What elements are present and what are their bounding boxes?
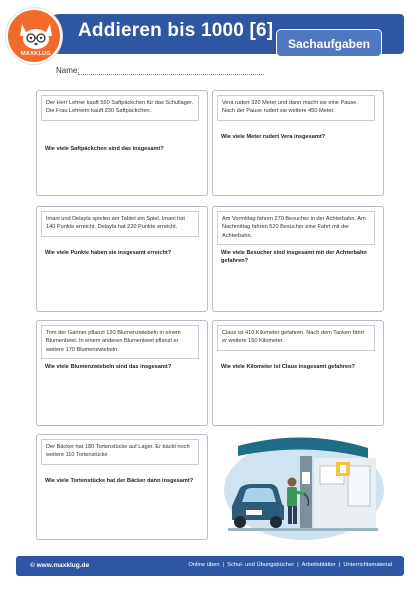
footer-separator: | bbox=[297, 562, 299, 568]
task-card-6 bbox=[212, 320, 384, 426]
task-question: Wie viele Saftpäckchen sind das insgesamt? bbox=[45, 146, 164, 152]
category-badge: Sachaufgaben bbox=[276, 29, 382, 57]
page-title: Addieren bis 1000 [6] bbox=[78, 20, 274, 41]
footer bbox=[16, 556, 404, 576]
footer-site-link[interactable]: © www.maxklug.de bbox=[30, 562, 90, 569]
task-card-7 bbox=[36, 434, 208, 540]
logo-text: MAXKLUG bbox=[21, 51, 51, 57]
task-text: Der Bäcker hat 180 Tortenstücke auf Lager. Er bäckt noch weitere 110 Tortenstücke bbox=[41, 439, 199, 465]
task-text: Der Herr Lehrer kauft 560 Saftpäckchen für das Schullager. Die Frau Lehrerin kauft 230 Saftpäckchen. bbox=[41, 95, 199, 121]
name-input-line[interactable] bbox=[78, 74, 264, 75]
task-question: Wie viele Blumenzwiebeln sind das insgesamt? bbox=[45, 364, 172, 370]
gas-station-illustration-icon bbox=[218, 432, 388, 544]
task-card-5 bbox=[36, 320, 208, 426]
task-text: Tom der Gärtner pflanzt 120 Blumenzwiebeln in einem Blumenbeet. In einem anderen Blumenbeet pflanzt er weitere 170 Blumenzwiebeln. bbox=[41, 325, 199, 359]
footer-separator: | bbox=[338, 562, 341, 568]
task-card-3 bbox=[36, 206, 208, 312]
header bbox=[0, 8, 420, 57]
footer-link-material[interactable]: Unterrichtsmaterial bbox=[343, 562, 392, 568]
task-card-1 bbox=[36, 90, 208, 196]
task-text: Am Vormittag fahren 270 Besucher in der Achterbahn. Am Nachmittag fahren 520 Besucher eine Fahrt mit der Achterbahn. bbox=[217, 211, 375, 245]
task-text: Claus ist 410 Kilometer gefahren. Nach dem Tanken fährt er weitere 150 Kilometer. bbox=[217, 325, 375, 351]
maxklug-fox-logo-icon bbox=[6, 8, 62, 64]
footer-link-worksheets[interactable]: Arbeitsblätter bbox=[301, 562, 336, 568]
task-question: Wie viele Kilometer ist Claus insgesamt gefahren? bbox=[221, 364, 355, 370]
task-question: Wie viele Tortenstücke hat der Bäcker dann insgesamt? bbox=[45, 478, 194, 484]
task-card-2 bbox=[212, 90, 384, 196]
footer-link-books[interactable]: Schul- und Übungsbücher bbox=[227, 562, 295, 568]
footer-links bbox=[188, 562, 392, 568]
name-label: Name: bbox=[56, 66, 80, 75]
task-question: Wie viele Besucher sind insgesamt mit der Achterbahn gefahren? bbox=[221, 250, 367, 265]
task-question: Wie viele Punkte haben sie insgesamt erreicht? bbox=[45, 250, 172, 256]
footer-link-online[interactable]: Online üben bbox=[188, 562, 220, 568]
task-card-4 bbox=[212, 206, 384, 312]
task-text: Imani und Delayla spielen am Tablet ein Spiel. Imani hat 140 Punkte erreicht. Delayla hat 220 Punkte erreicht. bbox=[41, 211, 199, 237]
task-question: Wie viele Meter rudert Vera insgesamt? bbox=[221, 134, 326, 140]
footer-separator: | bbox=[222, 562, 225, 568]
task-text: Vera rudert 320 Meter und dann macht sie eine Pause. Nach der Pause rudert sie weitere 450 Meter. bbox=[217, 95, 375, 121]
